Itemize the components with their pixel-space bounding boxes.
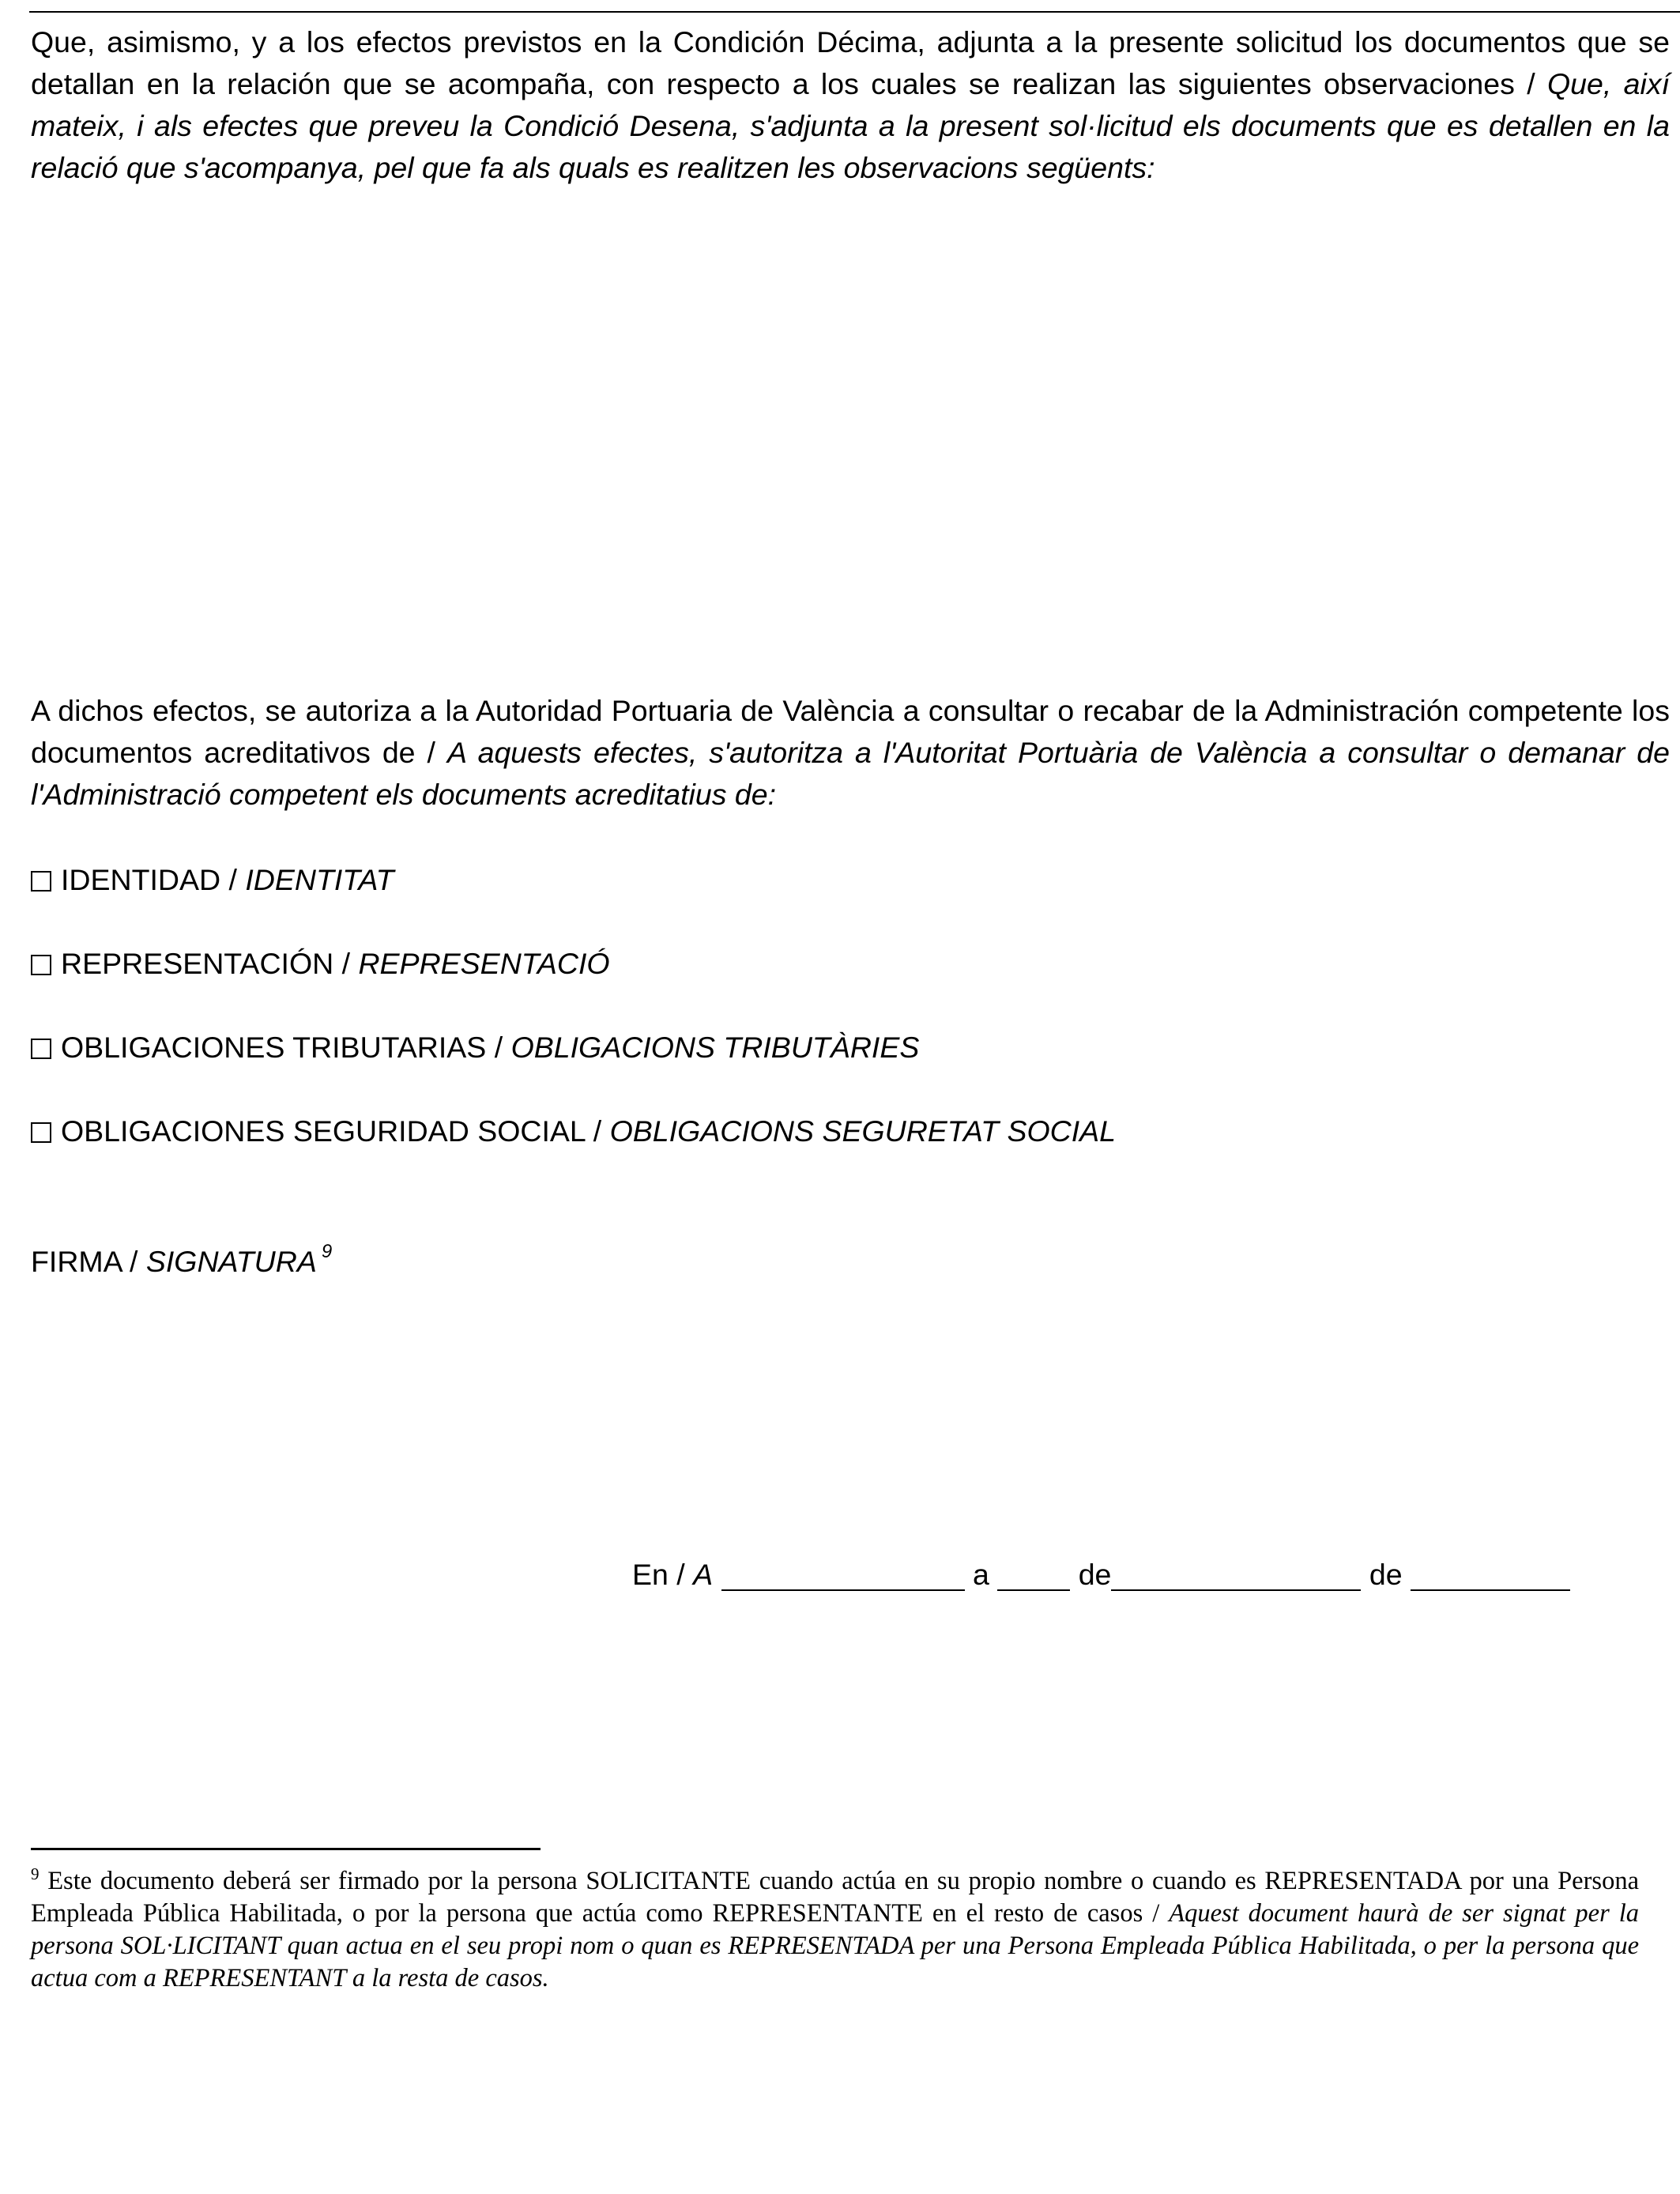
observations-text-es: Que, asimismo, y a los efectos previstos en la Condición Décima, adjunta a la presente solicitud los documentos que se detallan en la relación que se acompaña, con respecto a los cuales se realizan las siguientes observaciones [31,25,1670,100]
observations-text-ca: Que, així mateix, i als efectes que preveu la Condició Desena, s'adjunta a la present sol·licitud els documents que es detallen en la relació que s'acompanya, pel que fa als quals es realitzen les observacions següents: [31,67,1671,184]
day-field[interactable] [997,1564,1070,1591]
observations-paragraph [31,21,1670,189]
checkbox-label-ca: IDENTITAT [245,863,394,896]
checkbox-label-ca: OBLIGACIONS SEGURETAT SOCIAL [609,1114,1117,1148]
authorization-paragraph [31,690,1670,816]
footnote-text-es: Este documento deberá ser firmado por la persona SOLICITANTE cuando actúa en su propio nombre o cuando es REPRESENTADA por una Persona Empleada Pública Habilitada, o por la persona que actúa como REPRESENTANTE en el resto de casos [31,1867,1639,1928]
place-date-line [632,1554,1570,1596]
language-separator: / [668,1558,694,1591]
year-field[interactable] [1411,1564,1570,1591]
checkbox-item-identidad[interactable] [31,859,394,901]
signature-label-es: FIRMA [31,1245,122,1278]
month-field[interactable] [1111,1564,1361,1591]
date-de-label: de [1078,1558,1112,1591]
language-separator: / [415,736,447,769]
language-separator: / [1143,1899,1170,1928]
checkbox-obligaciones-tributarias[interactable] [31,1039,51,1059]
checkbox-label-es: OBLIGACIONES TRIBUTARIAS [61,1031,487,1064]
date-a-label: a [973,1558,989,1591]
language-separator: / [486,1031,511,1064]
checkbox-label-ca: OBLIGACIONS TRIBUTÀRIES [510,1031,920,1064]
footnote-text-ca: Aquest document haurà de ser signat per la persona SOL·LICITANT quan actua en el seu propi nom o quan es REPRESENTADA per una Persona Empleada Pública Habilitada, o per la persona que actua com a REPRESENTANT a la resta de casos. [31,1899,1639,1992]
authorization-text-es: A dichos efectos, se autoriza a la Autoridad Portuaria de València a consultar o recabar de la Administración competente los documentos acreditativos de [31,694,1670,769]
checkbox-label-es: OBLIGACIONES SEGURIDAD SOCIAL [61,1114,586,1148]
footnote-number: 9 [31,1864,40,1883]
checkbox-item-representacion[interactable] [31,943,610,985]
place-field[interactable] [721,1564,965,1591]
signature-label-ca: SIGNATURA [145,1245,317,1278]
checkbox-seguridad-social[interactable] [31,1122,51,1143]
language-separator: / [585,1114,610,1148]
place-prefix-ca: A [693,1558,714,1591]
language-separator: / [220,863,246,896]
checkbox-label-es: IDENTIDAD [61,863,221,896]
authorization-text-ca: A aquests efectes, s'autoritza a l'Autoritat Portuària de València a consultar o demanar de l'Administració competent els documents acreditatius de: [31,736,1670,811]
footnote-divider [31,1848,541,1850]
checkbox-item-obligaciones-tributarias[interactable] [31,1027,919,1069]
place-prefix-es: En [632,1558,669,1591]
date-de-label: de [1369,1558,1403,1591]
language-separator: / [121,1245,146,1278]
checkbox-item-seguridad-social[interactable] [31,1110,1116,1152]
language-separator: / [333,947,359,980]
checkbox-label-ca: REPRESENTACIÓ [358,947,610,980]
language-separator: / [1514,67,1547,100]
top-divider [29,11,1680,13]
footnote [31,1865,1639,1995]
checkbox-label-es: REPRESENTACIÓN [61,947,334,980]
checkbox-representacion[interactable] [31,955,51,975]
checkbox-identidad[interactable] [31,871,51,892]
footnote-reference: 9 [321,1241,333,1262]
signature-label [31,1241,332,1283]
